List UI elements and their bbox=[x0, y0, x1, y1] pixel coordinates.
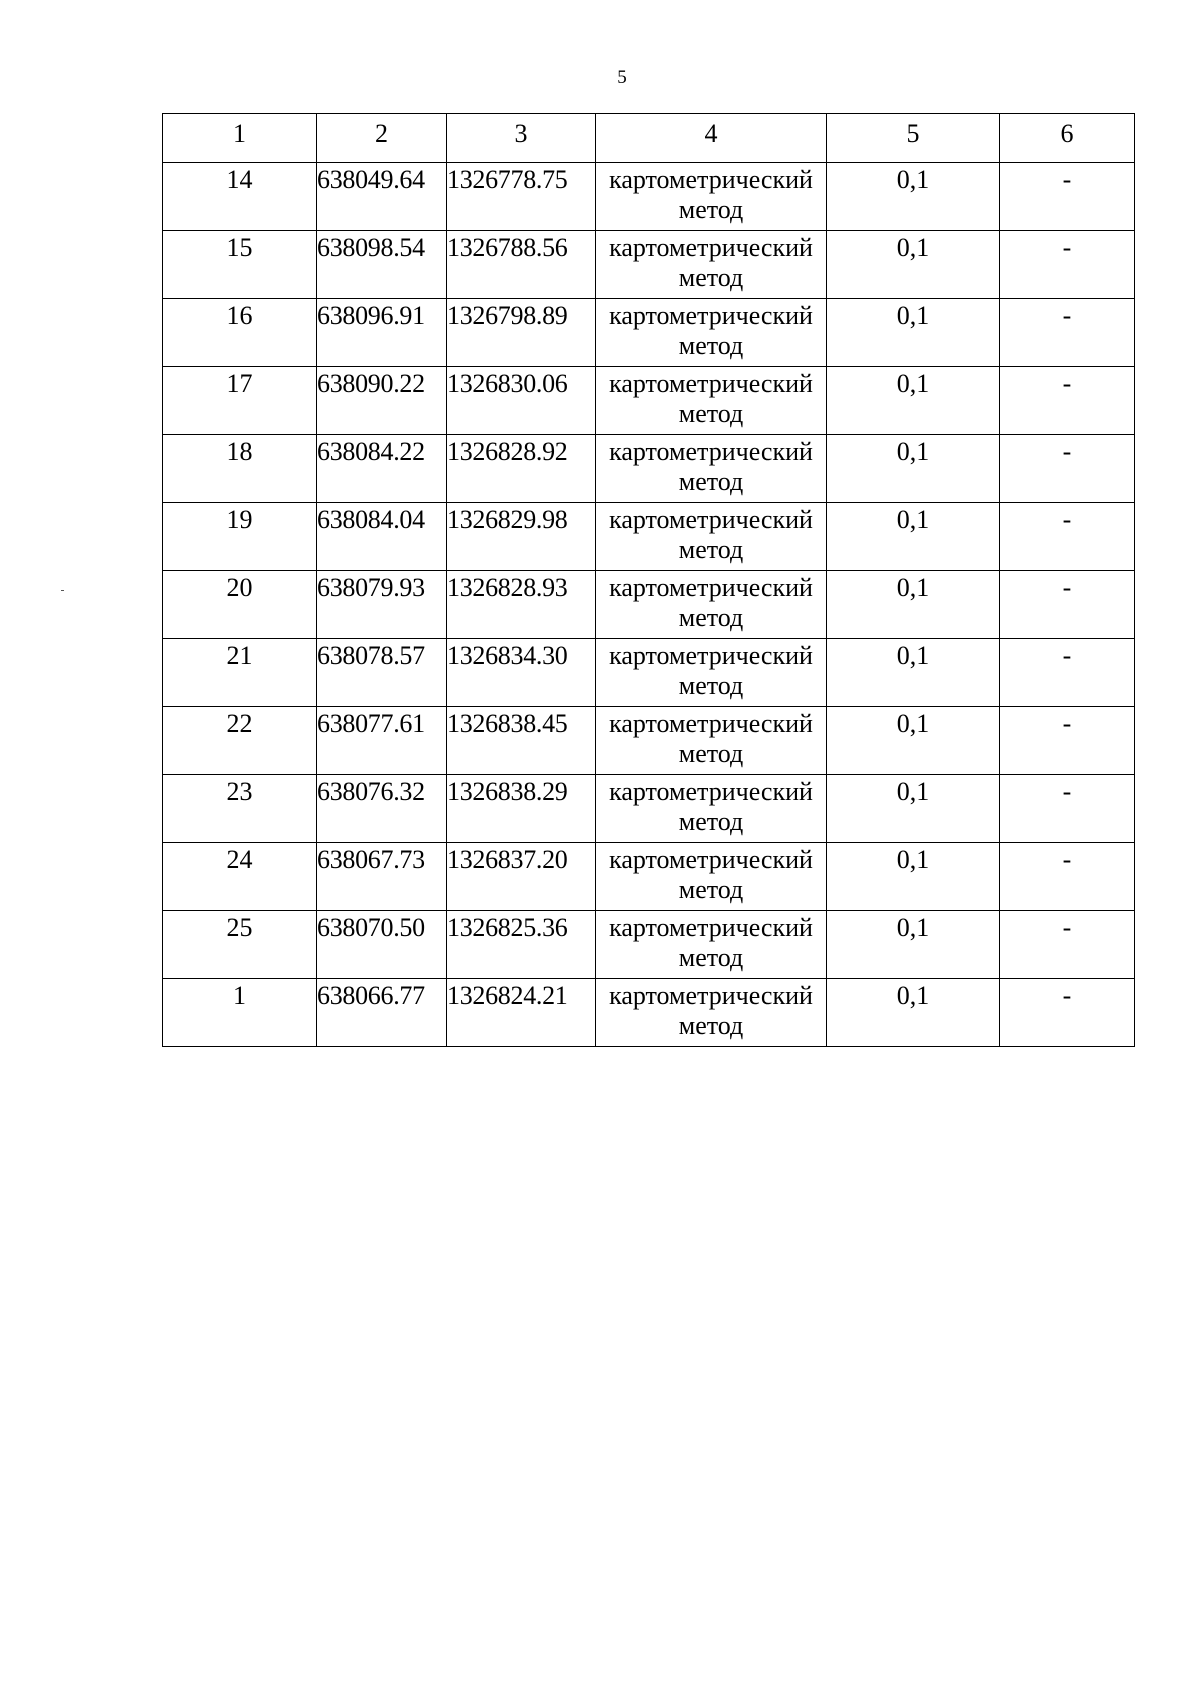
note-cell: - bbox=[1000, 163, 1135, 231]
method-line-2: метод bbox=[678, 671, 744, 700]
point-number-cell: 22 bbox=[163, 707, 317, 775]
method-cell bbox=[596, 843, 827, 911]
method-cell bbox=[596, 639, 827, 707]
note-cell: - bbox=[1000, 435, 1135, 503]
method-line-1: картометрический bbox=[609, 301, 813, 330]
method-line-1: картометрический bbox=[609, 233, 813, 262]
table-row bbox=[163, 163, 1135, 231]
note-cell: - bbox=[1000, 843, 1135, 911]
method-line-2: метод bbox=[678, 195, 744, 224]
method-cell bbox=[596, 707, 827, 775]
point-number-cell: 21 bbox=[163, 639, 317, 707]
header-col-6: 6 bbox=[1000, 114, 1135, 163]
accuracy-cell: 0,1 bbox=[827, 775, 1000, 843]
x-coordinate-cell: 638067.73 bbox=[317, 843, 447, 911]
method-cell bbox=[596, 163, 827, 231]
y-coordinate-cell: 1326825.36 bbox=[447, 911, 596, 979]
table-row bbox=[163, 435, 1135, 503]
method-cell bbox=[596, 571, 827, 639]
method-cell bbox=[596, 367, 827, 435]
y-coordinate-cell: 1326829.98 bbox=[447, 503, 596, 571]
method-line-1: картометрический bbox=[609, 505, 813, 534]
method-line-1: картометрический bbox=[609, 437, 813, 466]
method-line-2: метод bbox=[678, 535, 744, 564]
accuracy-cell: 0,1 bbox=[827, 571, 1000, 639]
method-line-2: метод bbox=[678, 263, 744, 292]
note-cell: - bbox=[1000, 367, 1135, 435]
x-coordinate-cell: 638084.04 bbox=[317, 503, 447, 571]
method-line-1: картометрический bbox=[609, 573, 813, 602]
accuracy-cell: 0,1 bbox=[827, 435, 1000, 503]
method-line-1: картометрический bbox=[609, 981, 813, 1010]
method-line-1: картометрический bbox=[609, 777, 813, 806]
method-cell bbox=[596, 911, 827, 979]
x-coordinate-cell: 638078.57 bbox=[317, 639, 447, 707]
method-cell bbox=[596, 231, 827, 299]
point-number-cell: 14 bbox=[163, 163, 317, 231]
table-body bbox=[163, 163, 1135, 1047]
point-number-cell: 16 bbox=[163, 299, 317, 367]
y-coordinate-cell: 1326837.20 bbox=[447, 843, 596, 911]
table-header bbox=[163, 114, 1135, 163]
y-coordinate-cell: 1326834.30 bbox=[447, 639, 596, 707]
method-cell bbox=[596, 503, 827, 571]
table-row bbox=[163, 571, 1135, 639]
method-line-2: метод bbox=[678, 739, 744, 768]
y-coordinate-cell: 1326828.93 bbox=[447, 571, 596, 639]
method-line-2: метод bbox=[678, 467, 744, 496]
point-number-cell: 24 bbox=[163, 843, 317, 911]
y-coordinate-cell: 1326830.06 bbox=[447, 367, 596, 435]
method-line-1: картометрический bbox=[609, 165, 813, 194]
header-row bbox=[163, 114, 1135, 163]
method-line-2: метод bbox=[678, 875, 744, 904]
table-row bbox=[163, 299, 1135, 367]
table-row bbox=[163, 503, 1135, 571]
header-col-2: 2 bbox=[317, 114, 447, 163]
y-coordinate-cell: 1326838.29 bbox=[447, 775, 596, 843]
point-number-cell: 18 bbox=[163, 435, 317, 503]
x-coordinate-cell: 638090.22 bbox=[317, 367, 447, 435]
table-row bbox=[163, 367, 1135, 435]
header-col-1: 1 bbox=[163, 114, 317, 163]
point-number-cell: 20 bbox=[163, 571, 317, 639]
method-line-2: метод bbox=[678, 943, 744, 972]
note-cell: - bbox=[1000, 979, 1135, 1047]
accuracy-cell: 0,1 bbox=[827, 503, 1000, 571]
x-coordinate-cell: 638084.22 bbox=[317, 435, 447, 503]
table-row bbox=[163, 707, 1135, 775]
method-line-2: метод bbox=[678, 331, 744, 360]
table-row bbox=[163, 639, 1135, 707]
scan-speck bbox=[61, 590, 64, 591]
point-number-cell: 23 bbox=[163, 775, 317, 843]
note-cell: - bbox=[1000, 571, 1135, 639]
method-line-1: картометрический bbox=[609, 845, 813, 874]
table-row bbox=[163, 911, 1135, 979]
point-number-cell: 19 bbox=[163, 503, 317, 571]
page-number: 5 bbox=[617, 67, 627, 88]
header-col-3: 3 bbox=[447, 114, 596, 163]
accuracy-cell: 0,1 bbox=[827, 163, 1000, 231]
x-coordinate-cell: 638066.77 bbox=[317, 979, 447, 1047]
method-line-1: картометрический bbox=[609, 913, 813, 942]
y-coordinate-cell: 1326788.56 bbox=[447, 231, 596, 299]
coordinates-table bbox=[162, 113, 1135, 1047]
y-coordinate-cell: 1326824.21 bbox=[447, 979, 596, 1047]
header-col-4: 4 bbox=[596, 114, 827, 163]
table-row bbox=[163, 775, 1135, 843]
y-coordinate-cell: 1326798.89 bbox=[447, 299, 596, 367]
method-line-2: метод bbox=[678, 1011, 744, 1040]
point-number-cell: 1 bbox=[163, 979, 317, 1047]
note-cell: - bbox=[1000, 503, 1135, 571]
header-col-5: 5 bbox=[827, 114, 1000, 163]
accuracy-cell: 0,1 bbox=[827, 231, 1000, 299]
method-line-2: метод bbox=[678, 603, 744, 632]
method-line-1: картометрический bbox=[609, 369, 813, 398]
method-line-1: картометрический bbox=[609, 641, 813, 670]
y-coordinate-cell: 1326828.92 bbox=[447, 435, 596, 503]
table-row bbox=[163, 231, 1135, 299]
y-coordinate-cell: 1326838.45 bbox=[447, 707, 596, 775]
x-coordinate-cell: 638070.50 bbox=[317, 911, 447, 979]
point-number-cell: 15 bbox=[163, 231, 317, 299]
accuracy-cell: 0,1 bbox=[827, 843, 1000, 911]
method-cell bbox=[596, 775, 827, 843]
x-coordinate-cell: 638076.32 bbox=[317, 775, 447, 843]
accuracy-cell: 0,1 bbox=[827, 299, 1000, 367]
x-coordinate-cell: 638049.64 bbox=[317, 163, 447, 231]
method-line-2: метод bbox=[678, 399, 744, 428]
x-coordinate-cell: 638079.93 bbox=[317, 571, 447, 639]
accuracy-cell: 0,1 bbox=[827, 707, 1000, 775]
note-cell: - bbox=[1000, 299, 1135, 367]
accuracy-cell: 0,1 bbox=[827, 367, 1000, 435]
x-coordinate-cell: 638096.91 bbox=[317, 299, 447, 367]
accuracy-cell: 0,1 bbox=[827, 979, 1000, 1047]
table-row bbox=[163, 979, 1135, 1047]
method-cell bbox=[596, 979, 827, 1047]
method-line-1: картометрический bbox=[609, 709, 813, 738]
accuracy-cell: 0,1 bbox=[827, 911, 1000, 979]
method-line-2: метод bbox=[678, 807, 744, 836]
point-number-cell: 17 bbox=[163, 367, 317, 435]
note-cell: - bbox=[1000, 911, 1135, 979]
accuracy-cell: 0,1 bbox=[827, 639, 1000, 707]
point-number-cell: 25 bbox=[163, 911, 317, 979]
note-cell: - bbox=[1000, 639, 1135, 707]
note-cell: - bbox=[1000, 707, 1135, 775]
method-cell bbox=[596, 435, 827, 503]
note-cell: - bbox=[1000, 231, 1135, 299]
x-coordinate-cell: 638098.54 bbox=[317, 231, 447, 299]
x-coordinate-cell: 638077.61 bbox=[317, 707, 447, 775]
note-cell: - bbox=[1000, 775, 1135, 843]
method-cell bbox=[596, 299, 827, 367]
y-coordinate-cell: 1326778.75 bbox=[447, 163, 596, 231]
table-row bbox=[163, 843, 1135, 911]
